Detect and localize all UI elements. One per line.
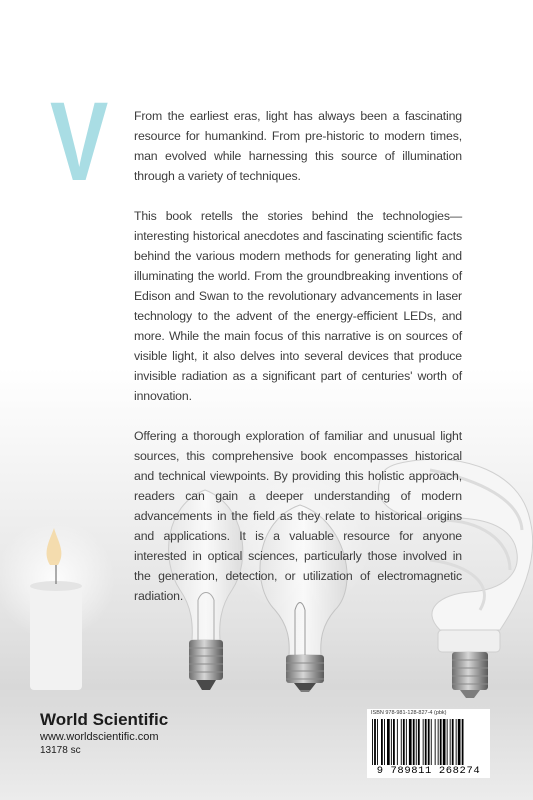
drop-cap-letter: V (50, 79, 109, 204)
publisher-url: www.worldscientific.com (40, 731, 159, 743)
cover-blurb (134, 106, 462, 626)
publisher-block (40, 710, 168, 758)
barcode-digits: 9 789811 268274 (376, 765, 481, 777)
catalog-code: 13178 sc (40, 745, 81, 756)
isbn-barcode-box (367, 709, 490, 778)
barcode-icon (371, 719, 486, 765)
blurb-paragraph-1: From the earliest eras, light has always been a fascinating resource for humankind. From pre-historic to modern times, man evolved while harnessing this source of illumination through a variety of techniques. (134, 109, 462, 183)
blurb-paragraph-2: This book retells the stories behind the technologies— interesting historical anecdotes and fascinating scientific facts behind the various modern methods for generating light and illuminating the world. From the groundbreaking inventions of Edison and Swan to the revolutionary advancements in laser technology to the advent of the energy-efficient LEDs, and more. While the main focus of this narrative is on sources of visible light, it also delves into several devices that produce invisible radiation as a significant part of centuries' worth of innovation. (134, 209, 462, 403)
blurb-paragraph-3: Offering a thorough exploration of familiar and unusual light sources, this comprehensive book encompasses historical and technical viewpoints. By providing this holistic approach, readers can gain a deeper understanding of modern advancements in the field as they relate to historical origins and applications. It is a valuable resource for anyone interested in optical sciences, particularly those involved in the generation, detection, or utilization of electromagnetic radiation. (134, 429, 462, 603)
isbn-label: ISBN 978-981-128-827-4 (pbk) (371, 710, 447, 716)
publisher-name: World Scientific (40, 710, 169, 729)
